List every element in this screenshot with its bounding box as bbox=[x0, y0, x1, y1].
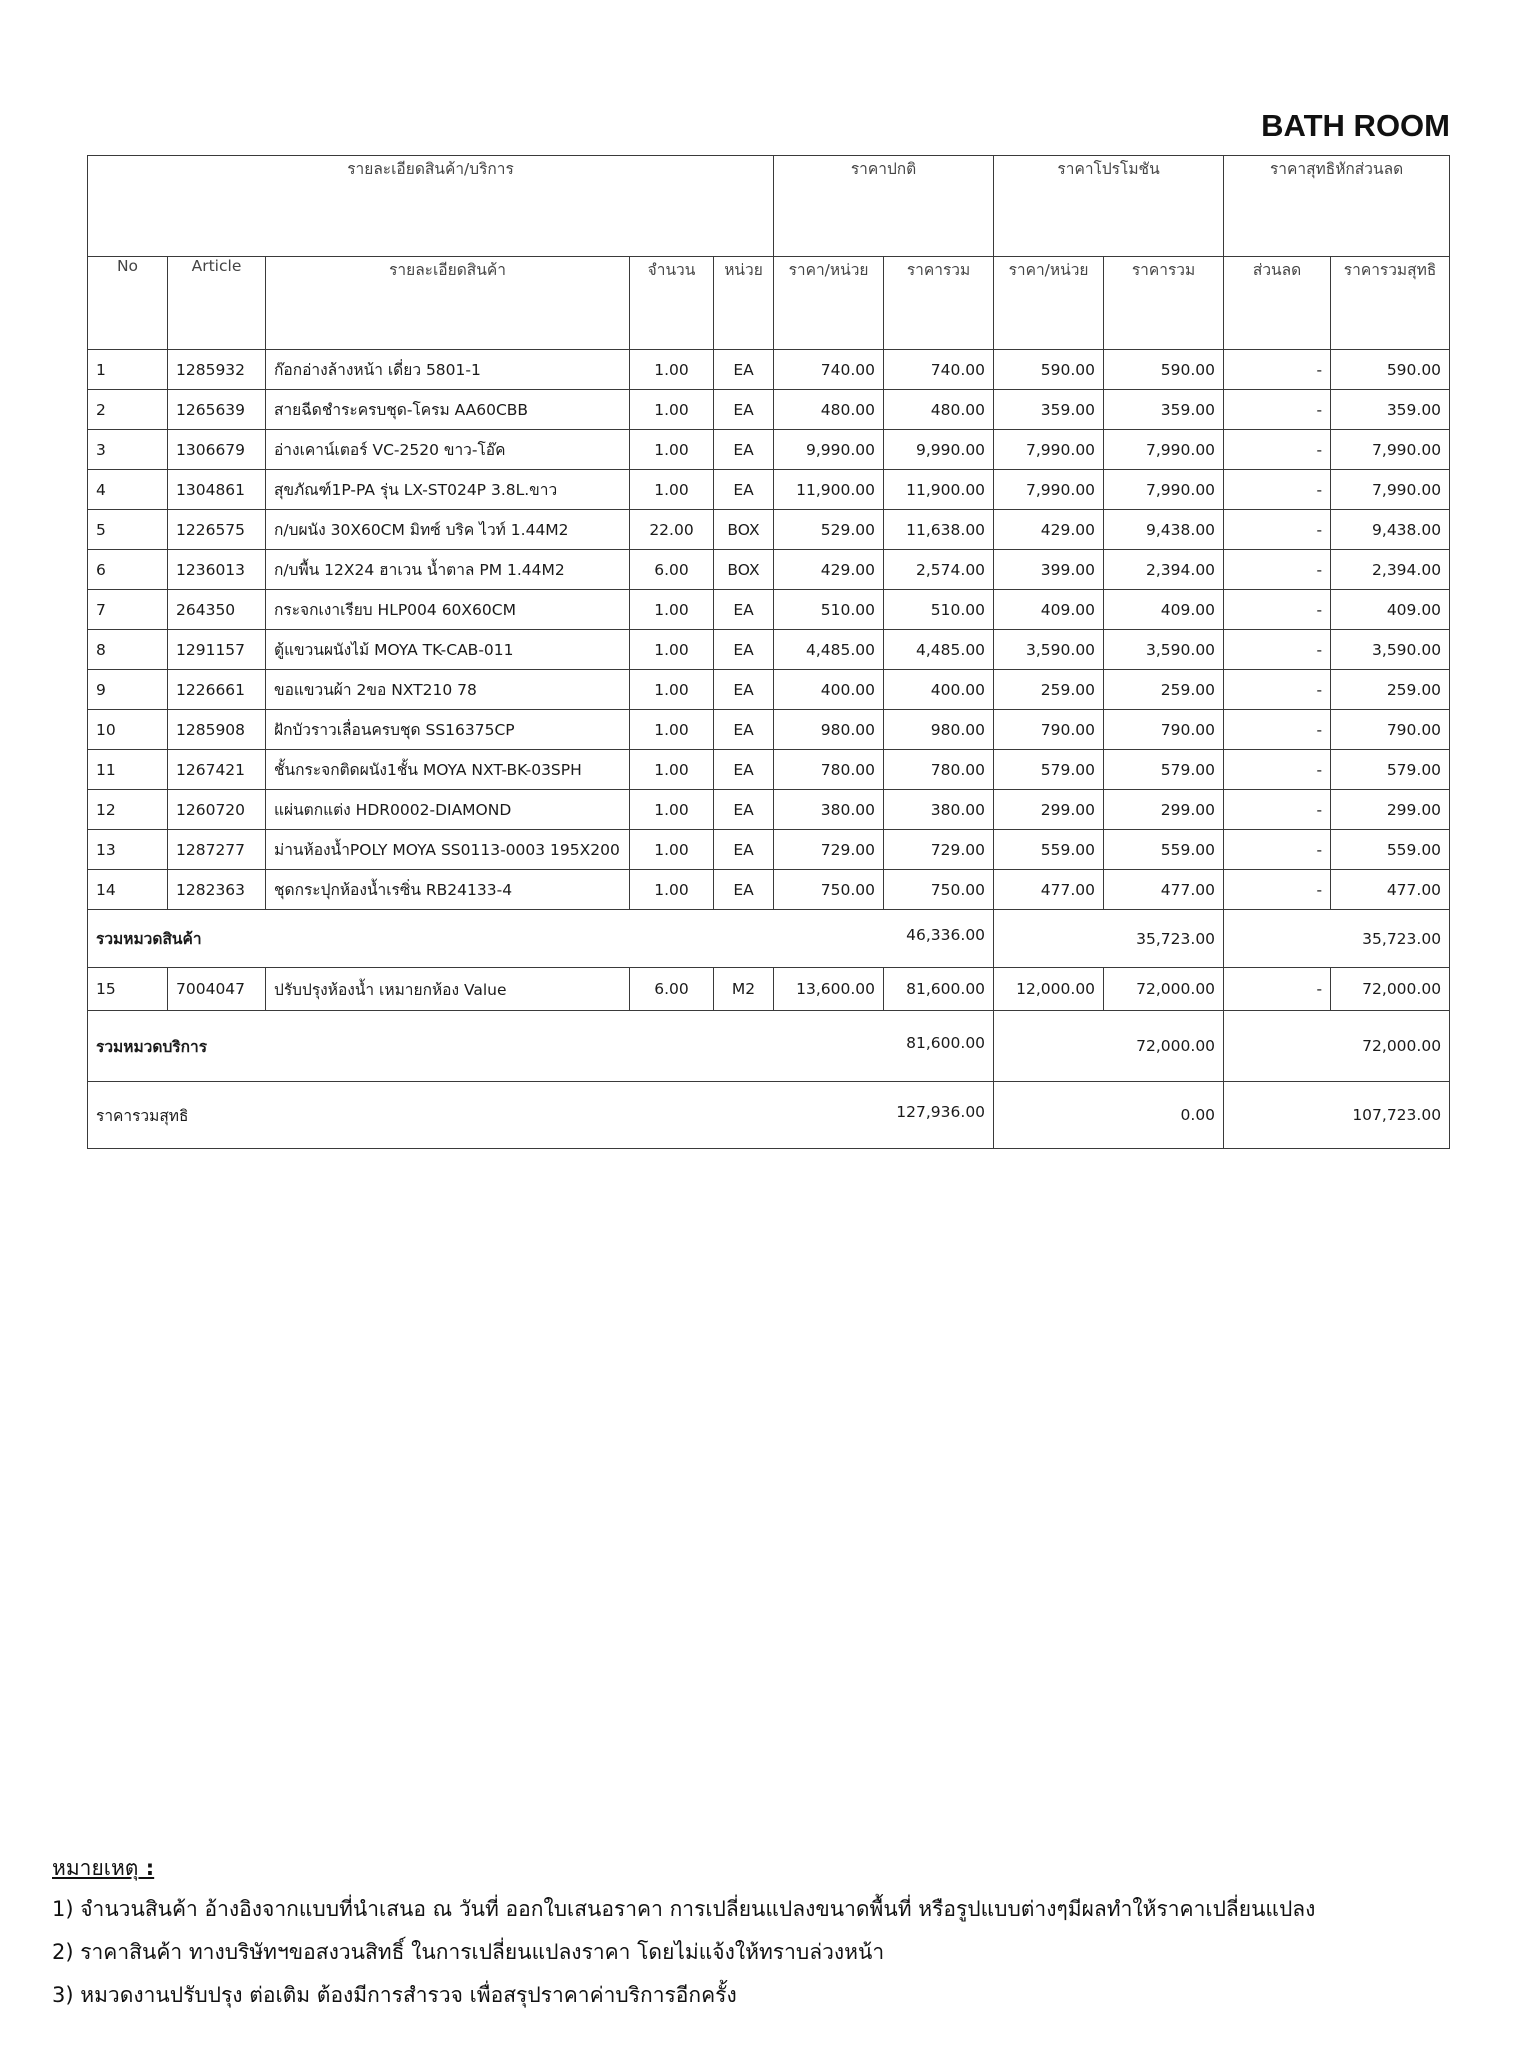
item-promo-total: 559.00 bbox=[1104, 830, 1224, 870]
item-description: ชั้นกระจกติดผนัง1ชั้น MOYA NXT-BK-03SPH bbox=[266, 750, 630, 790]
col-header-unit: หน่วย bbox=[714, 257, 774, 350]
item-unit: BOX bbox=[714, 550, 774, 590]
item-no: 9 bbox=[88, 670, 168, 710]
item-article: 1265639 bbox=[168, 390, 266, 430]
item-description: ตู้แขวนผนังไม้ MOYA TK-CAB-011 bbox=[266, 630, 630, 670]
item-no: 3 bbox=[88, 430, 168, 470]
product-subtotal-regular: 46,336.00 bbox=[906, 926, 986, 944]
table-row bbox=[88, 590, 1450, 630]
item-reg-total: 11,638.00 bbox=[884, 510, 994, 550]
item-no: 13 bbox=[88, 830, 168, 870]
item-promo-total: 259.00 bbox=[1104, 670, 1224, 710]
item-reg-total: 4,485.00 bbox=[884, 630, 994, 670]
item-qty: 1.00 bbox=[630, 830, 714, 870]
item-discount: - bbox=[1224, 470, 1331, 510]
item-reg-total: 9,990.00 bbox=[884, 430, 994, 470]
group-header-regular: ราคาปกติ bbox=[774, 156, 994, 257]
item-reg-unit-price: 729.00 bbox=[774, 830, 884, 870]
item-unit: EA bbox=[714, 750, 774, 790]
table-row bbox=[88, 710, 1450, 750]
grand-total-label: ราคารวมสุทธิ 127,936.00 bbox=[88, 1082, 994, 1149]
item-reg-total: 2,574.00 bbox=[884, 550, 994, 590]
item-net-total: 299.00 bbox=[1331, 790, 1450, 830]
item-promo-total: 477.00 bbox=[1104, 870, 1224, 910]
item-net-total: 3,590.00 bbox=[1331, 630, 1450, 670]
item-no: 14 bbox=[88, 870, 168, 910]
item-promo-total: 590.00 bbox=[1104, 350, 1224, 390]
service-item-reg-total: 81,600.00 bbox=[884, 968, 994, 1011]
column-header-row bbox=[88, 257, 1450, 350]
item-qty: 1.00 bbox=[630, 430, 714, 470]
item-article: 1306679 bbox=[168, 430, 266, 470]
quotation-table bbox=[87, 155, 1450, 1149]
item-promo-unit-price: 790.00 bbox=[994, 710, 1104, 750]
item-reg-total: 400.00 bbox=[884, 670, 994, 710]
service-subtotal-promotion: 72,000.00 bbox=[994, 1011, 1224, 1082]
item-unit: EA bbox=[714, 670, 774, 710]
item-discount: - bbox=[1224, 390, 1331, 430]
item-reg-unit-price: 380.00 bbox=[774, 790, 884, 830]
item-discount: - bbox=[1224, 550, 1331, 590]
item-discount: - bbox=[1224, 430, 1331, 470]
item-qty: 1.00 bbox=[630, 790, 714, 830]
item-qty: 1.00 bbox=[630, 870, 714, 910]
service-item-qty: 6.00 bbox=[630, 968, 714, 1011]
item-discount: - bbox=[1224, 590, 1331, 630]
item-promo-total: 579.00 bbox=[1104, 750, 1224, 790]
service-item-promo-unit: 12,000.00 bbox=[994, 968, 1104, 1011]
item-discount: - bbox=[1224, 790, 1331, 830]
item-discount: - bbox=[1224, 350, 1331, 390]
item-promo-unit-price: 7,990.00 bbox=[994, 430, 1104, 470]
item-reg-unit-price: 480.00 bbox=[774, 390, 884, 430]
item-no: 7 bbox=[88, 590, 168, 630]
item-net-total: 477.00 bbox=[1331, 870, 1450, 910]
item-reg-total: 980.00 bbox=[884, 710, 994, 750]
table-row bbox=[88, 550, 1450, 590]
note-line: 1) จำนวนสินค้า อ้างอิงจากแบบที่นำเสนอ ณ วันที่ ออกใบเสนอราคา การเปลี่ยนแปลงขนาดพื้นที่ หรือรูปแบบต่างๆมีผลทำให้ราคาเปลี่ยนแปลง bbox=[52, 1897, 1316, 1921]
col-header-reg-total: ราคารวม bbox=[884, 257, 994, 350]
table-row bbox=[88, 790, 1450, 830]
item-reg-unit-price: 510.00 bbox=[774, 590, 884, 630]
item-description: อ่างเคาน์เตอร์ VC-2520 ขาว-โอ๊ค bbox=[266, 430, 630, 470]
service-item-promo-total: 72,000.00 bbox=[1104, 968, 1224, 1011]
product-subtotal-label: รวมหมวดสินค้า 46,336.00 bbox=[88, 910, 994, 968]
item-description: สุขภัณฑ์1P-PA รุ่น LX-ST024P 3.8L.ขาว bbox=[266, 470, 630, 510]
table-row bbox=[88, 750, 1450, 790]
item-discount: - bbox=[1224, 870, 1331, 910]
item-no: 11 bbox=[88, 750, 168, 790]
item-promo-unit-price: 359.00 bbox=[994, 390, 1104, 430]
item-promo-unit-price: 409.00 bbox=[994, 590, 1104, 630]
service-subtotal-net: 72,000.00 bbox=[1224, 1011, 1450, 1082]
product-subtotal-promotion: 35,723.00 bbox=[994, 910, 1224, 968]
item-qty: 1.00 bbox=[630, 390, 714, 430]
item-article: 1304861 bbox=[168, 470, 266, 510]
item-reg-total: 510.00 bbox=[884, 590, 994, 630]
notes-heading: หมายเหตุ : bbox=[52, 1856, 155, 1880]
service-item-discount: - bbox=[1224, 968, 1331, 1011]
item-description: ม่านห้องน้ำPOLY MOYA SS0113-0003 195X200 bbox=[266, 830, 630, 870]
item-net-total: 790.00 bbox=[1331, 710, 1450, 750]
col-header-reg-unit-price: ราคา/หน่วย bbox=[774, 257, 884, 350]
item-article: 264350 bbox=[168, 590, 266, 630]
item-description: ก/บพื้น 12X24 ฮาเวน น้ำตาล PM 1.44M2 bbox=[266, 550, 630, 590]
note-line: 2) ราคาสินค้า ทางบริษัทฯขอสงวนสิทธิ์ ในการเปลี่ยนแปลงราคา โดยไม่แจ้งให้ทราบล่วงหน้า bbox=[52, 1940, 885, 1964]
item-promo-unit-price: 559.00 bbox=[994, 830, 1104, 870]
item-description: ฝักบัวราวเลื่อนครบชุด SS16375CP bbox=[266, 710, 630, 750]
item-unit: BOX bbox=[714, 510, 774, 550]
item-unit: EA bbox=[714, 590, 774, 630]
table-row bbox=[88, 390, 1450, 430]
item-promo-unit-price: 579.00 bbox=[994, 750, 1104, 790]
item-net-total: 409.00 bbox=[1331, 590, 1450, 630]
item-description: กระจกเงาเรียบ HLP004 60X60CM bbox=[266, 590, 630, 630]
notes-section bbox=[52, 1852, 1315, 2022]
item-reg-total: 740.00 bbox=[884, 350, 994, 390]
item-qty: 1.00 bbox=[630, 350, 714, 390]
table-row bbox=[88, 630, 1450, 670]
item-promo-unit-price: 3,590.00 bbox=[994, 630, 1104, 670]
item-article: 1267421 bbox=[168, 750, 266, 790]
item-unit: EA bbox=[714, 430, 774, 470]
service-item-row bbox=[88, 968, 1450, 1011]
item-no: 2 bbox=[88, 390, 168, 430]
item-unit: EA bbox=[714, 790, 774, 830]
item-no: 6 bbox=[88, 550, 168, 590]
item-article: 1291157 bbox=[168, 630, 266, 670]
service-item-article: 7004047 bbox=[168, 968, 266, 1011]
col-header-qty: จำนวน bbox=[630, 257, 714, 350]
col-header-discount: ส่วนลด bbox=[1224, 257, 1331, 350]
service-subtotal-label: รวมหมวดบริการ 81,600.00 bbox=[88, 1011, 994, 1082]
item-description: สายฉีดชำระครบชุด-โครม AA60CBB bbox=[266, 390, 630, 430]
item-qty: 1.00 bbox=[630, 750, 714, 790]
table-row bbox=[88, 470, 1450, 510]
note-line: 3) หมวดงานปรับปรุง ต่อเติม ต้องมีการสำรวจ เพื่อสรุปราคาค่าบริการอีกครั้ง bbox=[52, 1983, 737, 2007]
item-qty: 1.00 bbox=[630, 710, 714, 750]
item-discount: - bbox=[1224, 710, 1331, 750]
page-title: BATH ROOM bbox=[1261, 108, 1450, 143]
service-item-net-total: 72,000.00 bbox=[1331, 968, 1450, 1011]
item-unit: EA bbox=[714, 710, 774, 750]
group-header-promotion: ราคาโปรโมชัน bbox=[994, 156, 1224, 257]
item-discount: - bbox=[1224, 670, 1331, 710]
item-promo-unit-price: 399.00 bbox=[994, 550, 1104, 590]
item-article: 1282363 bbox=[168, 870, 266, 910]
item-qty: 1.00 bbox=[630, 470, 714, 510]
item-net-total: 359.00 bbox=[1331, 390, 1450, 430]
item-promo-unit-price: 299.00 bbox=[994, 790, 1104, 830]
item-promo-total: 790.00 bbox=[1104, 710, 1224, 750]
group-header-details: รายละเอียดสินค้า/บริการ bbox=[88, 156, 774, 257]
grand-total-row bbox=[88, 1082, 1450, 1149]
item-unit: EA bbox=[714, 870, 774, 910]
item-article: 1285908 bbox=[168, 710, 266, 750]
item-no: 4 bbox=[88, 470, 168, 510]
item-promo-unit-price: 590.00 bbox=[994, 350, 1104, 390]
item-reg-total: 729.00 bbox=[884, 830, 994, 870]
item-promo-total: 3,590.00 bbox=[1104, 630, 1224, 670]
item-article: 1287277 bbox=[168, 830, 266, 870]
item-no: 10 bbox=[88, 710, 168, 750]
col-header-promo-total: ราคารวม bbox=[1104, 257, 1224, 350]
table-row bbox=[88, 430, 1450, 470]
item-qty: 22.00 bbox=[630, 510, 714, 550]
col-header-promo-unit-price: ราคา/หน่วย bbox=[994, 257, 1104, 350]
item-net-total: 2,394.00 bbox=[1331, 550, 1450, 590]
col-header-description: รายละเอียดสินค้า bbox=[266, 257, 630, 350]
item-reg-total: 780.00 bbox=[884, 750, 994, 790]
item-qty: 1.00 bbox=[630, 670, 714, 710]
item-reg-unit-price: 400.00 bbox=[774, 670, 884, 710]
col-header-article: Article bbox=[168, 257, 266, 350]
item-qty: 6.00 bbox=[630, 550, 714, 590]
table-row bbox=[88, 870, 1450, 910]
col-header-no: No bbox=[88, 257, 168, 350]
item-promo-unit-price: 477.00 bbox=[994, 870, 1104, 910]
item-description: ขอแขวนผ้า 2ขอ NXT210 78 bbox=[266, 670, 630, 710]
item-discount: - bbox=[1224, 750, 1331, 790]
item-reg-unit-price: 980.00 bbox=[774, 710, 884, 750]
item-reg-unit-price: 4,485.00 bbox=[774, 630, 884, 670]
product-subtotal-net: 35,723.00 bbox=[1224, 910, 1450, 968]
item-reg-total: 11,900.00 bbox=[884, 470, 994, 510]
item-article: 1226575 bbox=[168, 510, 266, 550]
item-promo-total: 7,990.00 bbox=[1104, 430, 1224, 470]
grand-total-regular: 127,936.00 bbox=[896, 1102, 986, 1121]
item-net-total: 7,990.00 bbox=[1331, 430, 1450, 470]
item-promo-total: 409.00 bbox=[1104, 590, 1224, 630]
item-reg-total: 750.00 bbox=[884, 870, 994, 910]
service-item-description: ปรับปรุงห้องน้ำ เหมายกห้อง Value bbox=[266, 968, 630, 1011]
item-description: แผ่นตกแต่ง HDR0002-DIAMOND bbox=[266, 790, 630, 830]
item-promo-total: 299.00 bbox=[1104, 790, 1224, 830]
item-reg-unit-price: 11,900.00 bbox=[774, 470, 884, 510]
table-row bbox=[88, 670, 1450, 710]
item-description: ก/บผนัง 30X60CM มิทซ์ บริค ไวท์ 1.44M2 bbox=[266, 510, 630, 550]
item-promo-unit-price: 259.00 bbox=[994, 670, 1104, 710]
product-subtotal-row bbox=[88, 910, 1450, 968]
item-reg-unit-price: 529.00 bbox=[774, 510, 884, 550]
item-promo-total: 9,438.00 bbox=[1104, 510, 1224, 550]
col-header-net-total: ราคารวมสุทธิ bbox=[1331, 257, 1450, 350]
item-promo-total: 359.00 bbox=[1104, 390, 1224, 430]
group-header-row bbox=[88, 156, 1450, 257]
service-item-reg-unit: 13,600.00 bbox=[774, 968, 884, 1011]
item-unit: EA bbox=[714, 630, 774, 670]
item-description: ก๊อกอ่างล้างหน้า เดี่ยว 5801-1 bbox=[266, 350, 630, 390]
item-no: 12 bbox=[88, 790, 168, 830]
item-discount: - bbox=[1224, 830, 1331, 870]
service-item-unit: M2 bbox=[714, 968, 774, 1011]
item-no: 5 bbox=[88, 510, 168, 550]
service-subtotal-regular: 81,600.00 bbox=[906, 1033, 986, 1052]
item-discount: - bbox=[1224, 630, 1331, 670]
item-no: 8 bbox=[88, 630, 168, 670]
item-reg-unit-price: 750.00 bbox=[774, 870, 884, 910]
item-discount: - bbox=[1224, 510, 1331, 550]
item-article: 1236013 bbox=[168, 550, 266, 590]
item-reg-total: 480.00 bbox=[884, 390, 994, 430]
item-qty: 1.00 bbox=[630, 590, 714, 630]
item-reg-total: 380.00 bbox=[884, 790, 994, 830]
item-unit: EA bbox=[714, 390, 774, 430]
item-unit: EA bbox=[714, 830, 774, 870]
service-subtotal-row bbox=[88, 1011, 1450, 1082]
grand-total-net: 107,723.00 bbox=[1224, 1082, 1450, 1149]
table-row bbox=[88, 350, 1450, 390]
item-description: ชุดกระปุกห้องน้ำเรซิ่น RB24133-4 bbox=[266, 870, 630, 910]
item-net-total: 9,438.00 bbox=[1331, 510, 1450, 550]
item-qty: 1.00 bbox=[630, 630, 714, 670]
item-reg-unit-price: 780.00 bbox=[774, 750, 884, 790]
table-row bbox=[88, 510, 1450, 550]
item-net-total: 579.00 bbox=[1331, 750, 1450, 790]
item-reg-unit-price: 9,990.00 bbox=[774, 430, 884, 470]
item-article: 1226661 bbox=[168, 670, 266, 710]
item-reg-unit-price: 429.00 bbox=[774, 550, 884, 590]
item-no: 1 bbox=[88, 350, 168, 390]
item-reg-unit-price: 740.00 bbox=[774, 350, 884, 390]
item-net-total: 7,990.00 bbox=[1331, 470, 1450, 510]
service-item-no: 15 bbox=[88, 968, 168, 1011]
item-unit: EA bbox=[714, 350, 774, 390]
item-net-total: 259.00 bbox=[1331, 670, 1450, 710]
item-article: 1260720 bbox=[168, 790, 266, 830]
group-header-net: ราคาสุทธิหักส่วนลด bbox=[1224, 156, 1450, 257]
item-promo-unit-price: 429.00 bbox=[994, 510, 1104, 550]
table-row bbox=[88, 830, 1450, 870]
item-promo-total: 2,394.00 bbox=[1104, 550, 1224, 590]
item-promo-unit-price: 7,990.00 bbox=[994, 470, 1104, 510]
item-unit: EA bbox=[714, 470, 774, 510]
item-net-total: 559.00 bbox=[1331, 830, 1450, 870]
item-promo-total: 7,990.00 bbox=[1104, 470, 1224, 510]
item-article: 1285932 bbox=[168, 350, 266, 390]
grand-total-promotion: 0.00 bbox=[994, 1082, 1224, 1149]
item-net-total: 590.00 bbox=[1331, 350, 1450, 390]
